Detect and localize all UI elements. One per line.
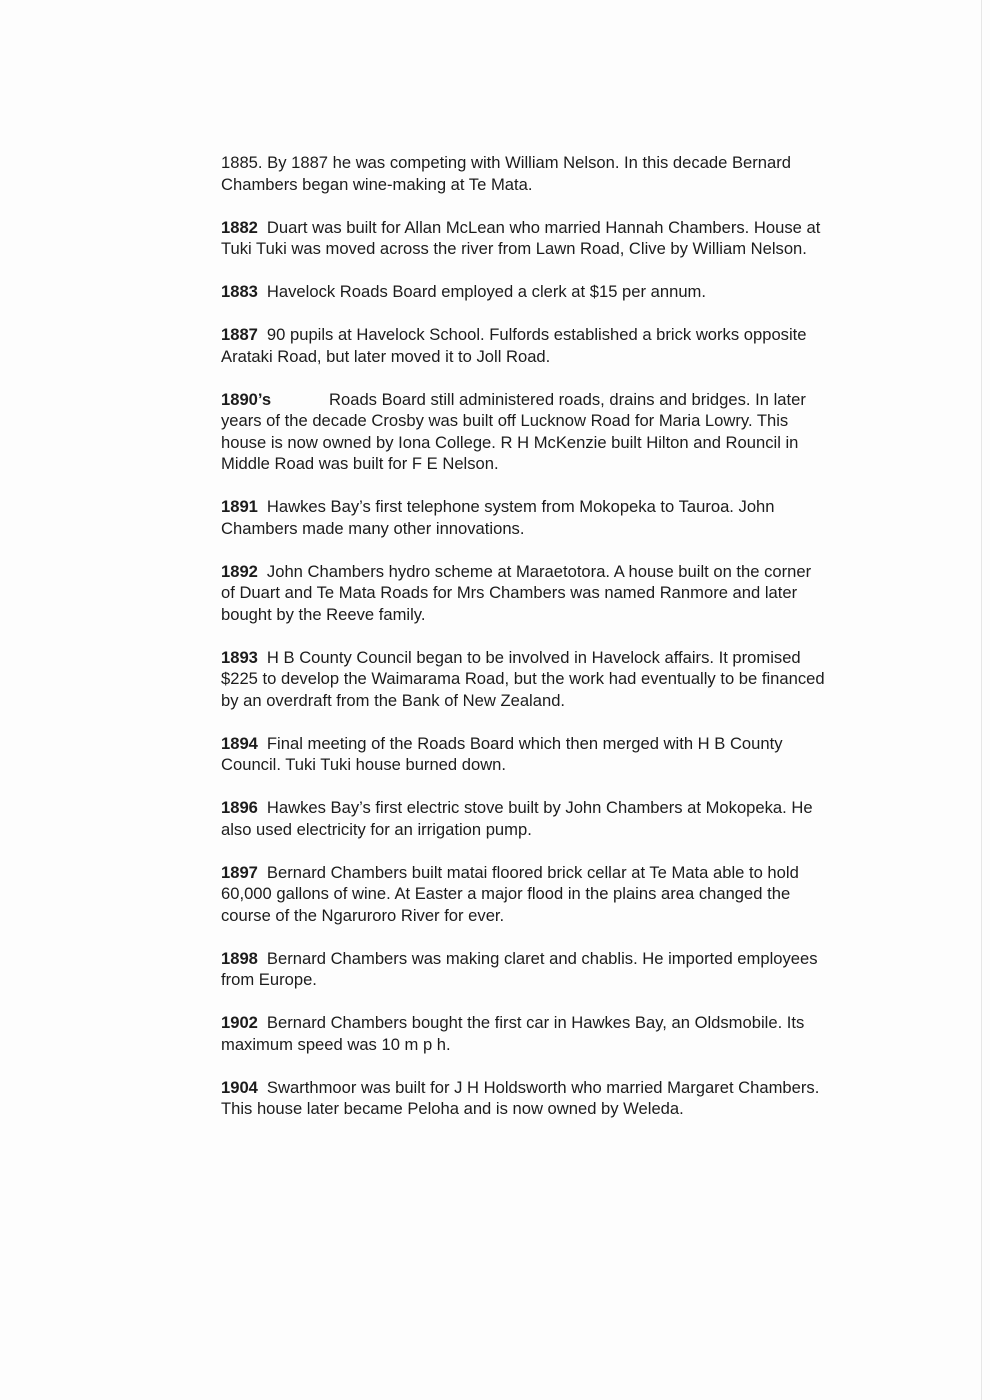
timeline-entry xyxy=(221,862,826,927)
entry-text: Duart was built for Allan McLean who married Hannah Chambers. House at Tuki Tuki was moved across the river from Lawn Road, Clive by William Nelson. xyxy=(221,217,821,258)
timeline-text xyxy=(221,152,826,1141)
timeline-entry xyxy=(221,281,826,303)
entry-text: Hawkes Bay’s first telephone system from Mokopeka to Tauroa. John Chambers made many other innovations. xyxy=(221,497,775,538)
entry-text: Roads Board still administered roads, drains and bridges. In later years of the decade Crosby was built off Lucknow Road for Maria Lowry. This house is now owned by Iona College. R H McKenzie built Hilton and Rouncil in Middle Road was built for F E Nelson. xyxy=(221,389,806,473)
timeline-entry xyxy=(221,797,826,840)
entry-year: 1887 xyxy=(221,325,258,344)
entry-text: Bernard Chambers bought the first car in Hawkes Bay, an Oldsmobile. Its maximum speed was 10 m p h. xyxy=(221,1013,805,1054)
entry-year: 1904 xyxy=(221,1077,258,1097)
entry-text: Bernard Chambers built matai floored brick cellar at Te Mata able to hold 60,000 gallons of wine. At Easter a major flood in the plains area changed the course of the Ngaruroro River for ever. xyxy=(221,862,799,925)
entry-text: Havelock Roads Board employed a clerk at $15 per annum. xyxy=(266,282,706,301)
entry-year: 1883 xyxy=(221,282,258,301)
timeline-entry xyxy=(221,948,826,991)
timeline-entry xyxy=(221,217,826,260)
entry-text: H B County Council began to be involved in Havelock affairs. It promised $225 to develop the Waimarama Road, but the work had eventually to be financed by an overdraft from the Bank of New Zealand. xyxy=(221,647,825,710)
entry-text: Swarthmoor was built for J H Holdsworth who married Margaret Chambers. This house later became Peloha and is now owned by Weleda. xyxy=(221,1077,820,1118)
entry-year: 1890’s xyxy=(221,389,272,409)
entry-text: Final meeting of the Roads Board which then merged with H B County Council. Tuki Tuki house burned down. xyxy=(221,733,783,774)
scan-edge-line xyxy=(981,0,982,1400)
timeline-entry xyxy=(221,1077,826,1120)
timeline-entry xyxy=(221,733,826,776)
entry-year: 1894 xyxy=(221,733,258,753)
entry-year: 1896 xyxy=(221,798,258,817)
timeline-entry xyxy=(221,152,826,195)
timeline-entry xyxy=(221,561,826,626)
entry-year: 1897 xyxy=(221,862,258,882)
entry-text: Bernard Chambers was making claret and chablis. He imported employees from Europe. xyxy=(221,948,818,989)
entry-text: Hawkes Bay’s first electric stove built by John Chambers at Mokopeka. He also used electricity for an irrigation pump. xyxy=(221,798,813,839)
timeline-entry xyxy=(221,324,826,367)
timeline-entry xyxy=(221,647,826,712)
entry-year: 1882 xyxy=(221,217,258,237)
entry-year: 1891 xyxy=(221,497,258,516)
entry-text: John Chambers hydro scheme at Maraetotora. A house built on the corner of Duart and Te Mata Roads for Mrs Chambers was named Ranmore and later bought by the Reeve family. xyxy=(221,561,812,624)
entry-year: 1902 xyxy=(221,1013,258,1032)
entry-text: 1885. By 1887 he was competing with William Nelson. In this decade Bernard Chambers began wine-making at Te Mata. xyxy=(221,153,792,194)
entry-text: 90 pupils at Havelock School. Fulfords established a brick works opposite Arataki Road, but later moved it to Joll Road. xyxy=(221,325,807,366)
entry-year: 1893 xyxy=(221,647,258,667)
entry-year: 1898 xyxy=(221,948,258,968)
timeline-entry xyxy=(221,389,826,475)
timeline-entry xyxy=(221,1012,826,1055)
entry-year: 1892 xyxy=(221,561,258,581)
timeline-entry xyxy=(221,496,826,539)
